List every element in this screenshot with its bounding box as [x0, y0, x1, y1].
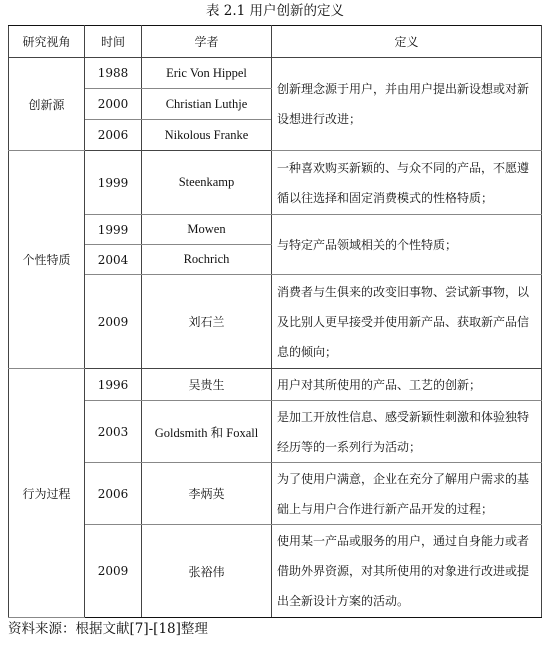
header-definition: 定义	[272, 26, 542, 58]
definition-cell: 是加工开放性信息、感受新颖性刺激和体验独特经历等的一系列行为活动；	[272, 401, 542, 463]
year-cell: 2006	[85, 120, 142, 151]
year-cell: 2009	[85, 275, 142, 369]
year-cell: 2000	[85, 89, 142, 120]
definition-cell: 消费者与生俱来的改变旧事物、尝试新事物，以及比别人更早接受并使用新产品、获取新产品信息的倾向；	[272, 275, 542, 369]
scholar-cell: Rochrich	[142, 245, 272, 275]
table-row	[9, 463, 542, 525]
definition-cell: 与特定产品领域相关的个性特质；	[272, 215, 542, 275]
header-perspective: 研究视角	[9, 26, 85, 58]
scholar-cell: Eric Von Hippel	[142, 58, 272, 89]
definition-cell: 用户对其所使用的产品、工艺的创新；	[272, 369, 542, 401]
table-row	[9, 275, 542, 369]
year-cell: 2009	[85, 525, 142, 618]
year-cell: 1988	[85, 58, 142, 89]
header-time: 时间	[85, 26, 142, 58]
header-scholar: 学者	[142, 26, 272, 58]
scholar-cell: 刘石兰	[142, 275, 272, 369]
user-innovation-definition-table	[8, 25, 542, 618]
year-cell: 2006	[85, 463, 142, 525]
header-row	[9, 26, 542, 58]
scholar-cell: Mowen	[142, 215, 272, 245]
definition-cell: 创新理念源于用户，并由用户提出新设想或对新设想进行改进；	[272, 58, 542, 151]
year-cell: 2003	[85, 401, 142, 463]
year-cell: 1999	[85, 215, 142, 245]
year-cell: 1996	[85, 369, 142, 401]
table-caption: 表 2.1 用户创新的定义	[205, 3, 345, 19]
scholar-cell: Christian Luthje	[142, 89, 272, 120]
year-cell: 2004	[85, 245, 142, 275]
perspective-cell: 创新源	[9, 58, 85, 151]
definition-cell: 使用某一产品或服务的用户，通过自身能力或者借助外界资源，对其所使用的对象进行改进或提出全新设计方案的活动。	[272, 525, 542, 618]
table-row	[9, 525, 542, 618]
scholar-cell: 李炳英	[142, 463, 272, 525]
definition-cell: 为了使用户满意，企业在充分了解用户需求的基础上与用户合作进行新产品开发的过程；	[272, 463, 542, 525]
table-row	[9, 151, 542, 215]
perspective-cell: 个性特质	[9, 151, 85, 369]
scholar-cell: Nikolous Franke	[142, 120, 272, 151]
table-row	[9, 369, 542, 401]
table-row	[9, 58, 542, 89]
table-row	[9, 401, 542, 463]
perspective-cell: 行为过程	[9, 369, 85, 618]
scholar-cell: 吴贵生	[142, 369, 272, 401]
scholar-cell: Steenkamp	[142, 151, 272, 215]
year-cell: 1999	[85, 151, 142, 215]
scholar-cell: 张裕伟	[142, 525, 272, 618]
scholar-cell: Goldsmith 和 Foxall	[142, 401, 272, 463]
table-row	[9, 215, 542, 245]
definition-cell: 一种喜欢购买新颖的、与众不同的产品，不愿遵循以往选择和固定消费模式的性格特质；	[272, 151, 542, 215]
source-note: 资料来源：根据文献[7]-[18]整理	[8, 621, 208, 637]
